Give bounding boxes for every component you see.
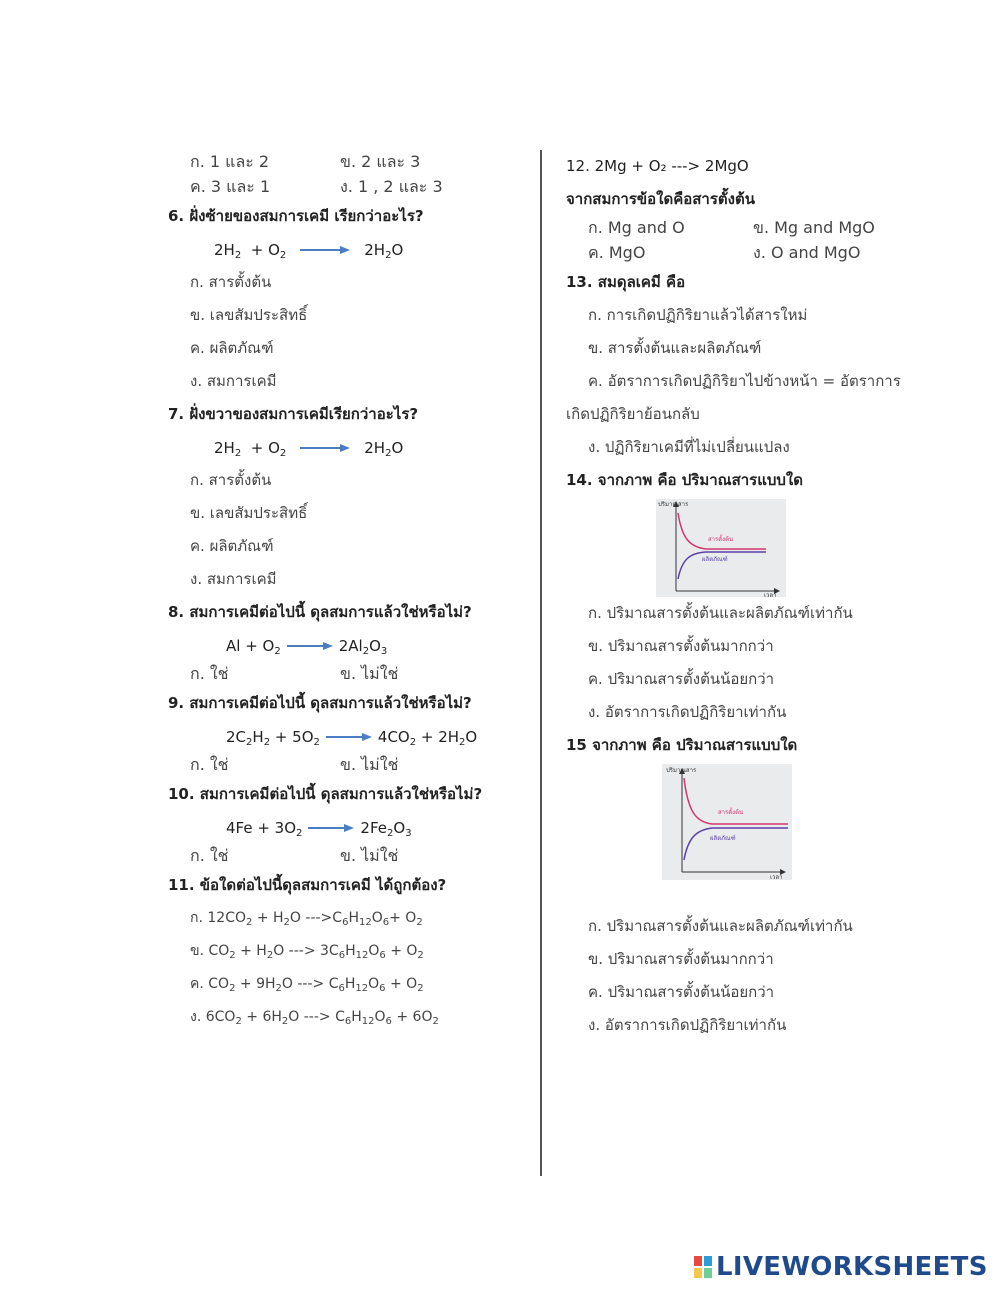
y-axis-label: ปริมาณสาร: [666, 767, 697, 774]
q14-option-a[interactable]: ก. ปริมาณสารตั้งต้นและผลิตภัณฑ์เท่ากัน: [588, 604, 853, 622]
q13-option-b[interactable]: ข. สารตั้งต้นและผลิตภัณฑ์: [588, 339, 762, 357]
liveworksheets-logo: [694, 1252, 988, 1282]
question-8: 8. สมการเคมีต่อไปนี้ ดุลสมการแล้วใช่หรือไม่?: [168, 603, 472, 621]
arrow-icon: [300, 439, 350, 457]
q9-option-b[interactable]: ข. ไม่ใช่: [340, 755, 399, 774]
equation-q8: $Al + O_2$ $2Al_2O_3$: [226, 636, 388, 657]
q12-option-b[interactable]: ข. Mg and MgO: [753, 218, 875, 237]
logo-grid-icon: [694, 1256, 712, 1278]
q9-option-a[interactable]: ก. ใช่: [190, 755, 229, 774]
q11-option-b[interactable]: ข. $CO_2 + H_2O$ ---> $3C_6H_{12}O_6 + O_2$: [190, 943, 424, 961]
prev-options-row-2: [168, 175, 513, 200]
q15-option-c[interactable]: ค. ปริมาณสารตั้งต้นน้อยกว่า: [588, 983, 775, 1001]
q15-option-a[interactable]: ก. ปริมาณสารตั้งต้นและผลิตภัณฑ์เท่ากัน: [588, 917, 853, 935]
q13-option-c[interactable]: ค. อัตราการเกิดปฏิกิริยาไปข้างหน้า = อัตราการ: [588, 372, 901, 390]
reactant-label: สารตั้งต้น: [718, 809, 744, 816]
q10-options: [168, 844, 513, 869]
q15-option-b[interactable]: ข. ปริมาณสารตั้งต้นมากกว่า: [588, 950, 774, 968]
q12-option-a[interactable]: ก. Mg and O: [588, 218, 685, 237]
q6-option-c[interactable]: ค. ผลิตภัณฑ์: [190, 339, 274, 357]
arrow-icon: [308, 819, 354, 837]
question-12-sub: จากสมการข้อใดคือสารตั้งต้น: [566, 190, 755, 208]
q14-graph: [656, 499, 786, 597]
reactant-label: สารตั้งต้น: [708, 536, 734, 543]
product-label: ผลิตภัณฑ์: [702, 556, 728, 563]
left-column: [168, 150, 513, 1034]
question-13: 13. สมดุลเคมี คือ: [566, 273, 686, 291]
q13-option-a[interactable]: ก. การเกิดปฏิกิริยาแล้วได้สารใหม่: [588, 306, 808, 324]
q14-option-d[interactable]: ง. อัตราการเกิดปฏิกิริยาเท่ากัน: [588, 703, 787, 721]
q10-option-a[interactable]: ก. ใช่: [190, 846, 229, 865]
question-11: 11. ข้อใดต่อไปนี้ดุลสมการเคมี ได้ถูกต้อง?: [168, 876, 447, 894]
option-b[interactable]: ข. 2 และ 3: [340, 152, 421, 171]
logo-text: LIVEWORKSHEETS: [716, 1252, 988, 1282]
question-10: 10. สมการเคมีต่อไปนี้ ดุลสมการแล้วใช่หรือไม่?: [168, 785, 483, 803]
option-a[interactable]: ก. 1 และ 2: [190, 152, 270, 171]
arrow-icon: [300, 241, 350, 259]
question-14: 14. จากภาพ คือ ปริมาณสารแบบใด: [566, 471, 803, 489]
x-axis-label: เวลา: [764, 592, 777, 597]
q12-options-row-2: [566, 241, 946, 266]
equilibrium-graph-icon: [656, 499, 786, 597]
arrow-icon: [326, 728, 372, 746]
q10-option-b[interactable]: ข. ไม่ใช่: [340, 846, 399, 865]
q6-option-d[interactable]: ง. สมการเคมี: [190, 372, 277, 390]
arrow-icon: [287, 637, 333, 655]
q15-graph: [662, 764, 792, 880]
q13-option-c-continued: เกิดปฏิกิริยาย้อนกลับ: [566, 405, 700, 423]
option-d[interactable]: ง. 1 , 2 และ 3: [340, 177, 443, 196]
q11-option-c[interactable]: ค. $CO_2 + 9H_2O$ ---> $C_6H_{12}O_6 + O_2$: [190, 976, 424, 994]
equation-q7: $2H_2 + O_2$ $2H_2O$: [214, 438, 404, 459]
q6-option-b[interactable]: ข. เลขสัมประสิทธิ์: [190, 306, 308, 324]
column-divider: [540, 150, 542, 1176]
q12-options-row-1: [566, 216, 946, 241]
q7-option-a[interactable]: ก. สารตั้งต้น: [190, 471, 272, 489]
x-axis-label: เวลา: [770, 874, 783, 880]
q6-option-a[interactable]: ก. สารตั้งต้น: [190, 273, 272, 291]
q11-option-a[interactable]: ก. $12CO_2 + H_2O$ $--->C_6H_{12}O_6+ O_2$: [190, 910, 423, 928]
question-9: 9. สมการเคมีต่อไปนี้ ดุลสมการแล้วใช่หรือไม่?: [168, 694, 472, 712]
equation-q9: $2C_2H_2 + 5O_2$ $4CO_2 + 2H_2O$: [226, 727, 478, 748]
q9-options: [168, 753, 513, 778]
question-15: 15 จากภาพ คือ ปริมาณสารแบบใด: [566, 736, 798, 754]
q7-option-b[interactable]: ข. เลขสัมประสิทธิ์: [190, 504, 308, 522]
y-axis-label: ปริมาณสาร: [658, 501, 689, 508]
q13-option-d[interactable]: ง. ปฏิกิริยาเคมีที่ไม่เปลี่ยนแปลง: [588, 438, 790, 456]
q8-option-b[interactable]: ข. ไม่ใช่: [340, 664, 399, 683]
option-c[interactable]: ค. 3 และ 1: [190, 177, 271, 196]
q14-option-c[interactable]: ค. ปริมาณสารตั้งต้นน้อยกว่า: [588, 670, 775, 688]
q14-option-b[interactable]: ข. ปริมาณสารตั้งต้นมากกว่า: [588, 637, 774, 655]
q7-option-c[interactable]: ค. ผลิตภัณฑ์: [190, 537, 274, 555]
equation-q6: $2H_2 + O_2$ $2H_2O$: [214, 240, 404, 261]
question-6: 6. ฝั่งซ้ายของสมการเคมี เรียกว่าอะไร?: [168, 207, 424, 225]
question-12: 12. 2Mg + O₂ ---> 2MgO: [566, 157, 749, 175]
q11-option-d[interactable]: ง. $6CO_2 + 6H_2O$ ---> $C_6H_{12}O_6 + 6O_2$: [190, 1009, 439, 1027]
q8-option-a[interactable]: ก. ใช่: [190, 664, 229, 683]
q12-option-c[interactable]: ค. MgO: [588, 243, 646, 262]
q8-options: [168, 662, 513, 687]
q7-option-d[interactable]: ง. สมการเคมี: [190, 570, 277, 588]
q12-option-d[interactable]: ง. O and MgO: [753, 243, 861, 262]
equilibrium-graph-icon: [662, 764, 792, 880]
question-7: 7. ฝั่งขวาของสมการเคมีเรียกว่าอะไร?: [168, 405, 419, 423]
product-label: ผลิตภัณฑ์: [710, 835, 736, 842]
q15-option-d[interactable]: ง. อัตราการเกิดปฏิกิริยาเท่ากัน: [588, 1016, 787, 1034]
prev-options-row-1: [168, 150, 513, 175]
right-column: [566, 150, 946, 1042]
equation-q10: $4Fe + 3O_2$ $2Fe_2O_3$: [226, 818, 412, 839]
